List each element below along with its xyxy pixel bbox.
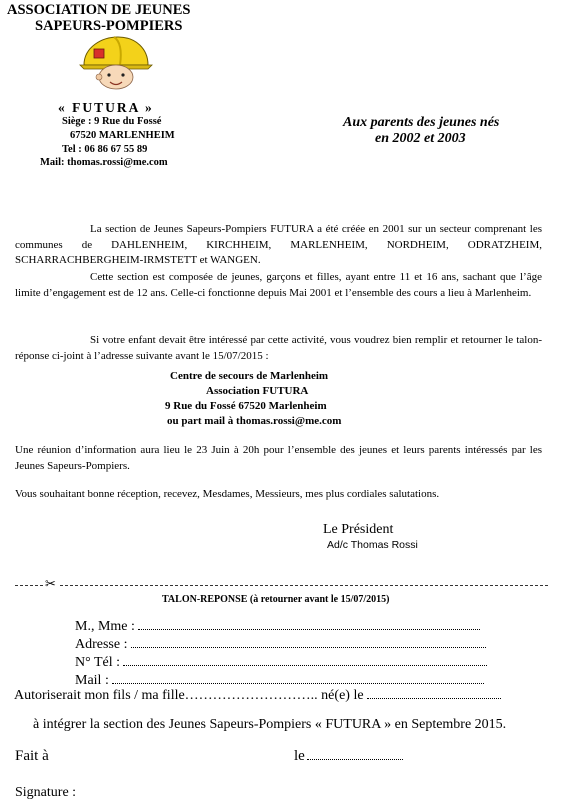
signer-name: Ad/c Thomas Rossi (327, 539, 418, 551)
phone-label: N° Tél : (75, 655, 121, 670)
phone: Tel : 06 86 67 55 89 (62, 144, 148, 155)
signature-label: Signature : (15, 785, 77, 800)
date-line[interactable] (307, 749, 403, 760)
name-field[interactable] (75, 619, 480, 635)
authorisation-field[interactable] (14, 688, 501, 704)
paragraph-instructions: Si votre enfant devait être intéressé par cette activité, vous voudrez bien remplir et retourner le talon-réponse ci-joint à l’adresse suivante avant le 15/07/2015 : (15, 334, 542, 362)
name-label: M., Mme : (75, 619, 135, 634)
authorisation-label: Autoriserait mon fils / ma fille……………………….. né(e) le (14, 688, 364, 703)
phone-field[interactable] (75, 655, 487, 671)
firefighter-helmet-logo (76, 35, 156, 91)
scissors-icon: ✂ (45, 576, 56, 591)
city: 67520 MARLENHEIM (70, 130, 175, 141)
return-address-line4: ou part mail à thomas.rossi@me.com (167, 415, 342, 427)
signoff-title: Le Président (323, 522, 394, 537)
return-address-line3: 9 Rue du Fossé 67520 Marlenheim (165, 400, 327, 412)
cut-line (15, 585, 548, 586)
paragraph-meeting: Une réunion d’information aura lieu le 23 Juin à 20h pour l’ensemble des jeunes et leurs parents intéressés par les Jeunes Sapeurs-Pompiers. (15, 444, 542, 472)
birthdate-line[interactable] (367, 688, 501, 699)
org-name-line2: SAPEURS-POMPIERS (35, 18, 183, 34)
address-label: Adresse : (75, 637, 128, 652)
paragraph-closing: Vous souhaitant bonne réception, recevez, Mesdames, Messieurs, mes plus cordiales salutations. (15, 488, 440, 500)
mail-field[interactable] (75, 673, 484, 689)
place-field[interactable] (15, 748, 49, 765)
date-label: le (294, 748, 305, 764)
return-address-line2: Association FUTURA (206, 385, 309, 397)
recipient-line1: Aux parents des jeunes nés (343, 115, 500, 130)
name-line[interactable] (138, 619, 480, 630)
paragraph-composition: Cette section est composée de jeunes, garçons et filles, ayant entre 11 et 16 ans, sachant que l’âge limite d’engagement est de 12 ans. Celle-ci fonctionne depuis Mai 2001 et l’ensemble des cours a lieu à Marlenheim. (15, 271, 542, 299)
mail-label: Mail : (75, 673, 109, 688)
integration-statement: à intégrer la section des Jeunes Sapeurs-Pompiers « FUTURA » en Septembre 2015. (33, 717, 507, 732)
org-name-line1: ASSOCIATION DE JEUNES (7, 2, 191, 18)
address-line[interactable] (131, 637, 486, 648)
siege-address: Siège : 9 Rue du Fossé (62, 116, 162, 127)
date-field[interactable] (294, 748, 403, 765)
recipient-line2: en 2002 et 2003 (375, 131, 466, 146)
place-label: Fait à (15, 748, 49, 764)
return-address-line1: Centre de secours de Marlenheim (170, 370, 329, 382)
phone-line[interactable] (123, 655, 487, 666)
reply-slip-title: TALON-REPONSE (à retourner avant le 15/07/2015) (162, 594, 390, 605)
paragraph-intro: La section de Jeunes Sapeurs-Pompiers FUTURA a été créée en 2001 sur un secteur comprenant les communes de DAHLENHEIM, KIRCHHEIM, MARLENHEIM, NORDHEIM, ODRATZHEIM, SCHARRACHBERGHEIM-IRMSTETT et WANGEN. (15, 223, 542, 267)
association-name: « FUTURA » (58, 100, 154, 115)
mail-line[interactable] (112, 673, 484, 684)
email: Mail: thomas.rossi@me.com (40, 157, 168, 168)
address-field[interactable] (75, 637, 486, 653)
